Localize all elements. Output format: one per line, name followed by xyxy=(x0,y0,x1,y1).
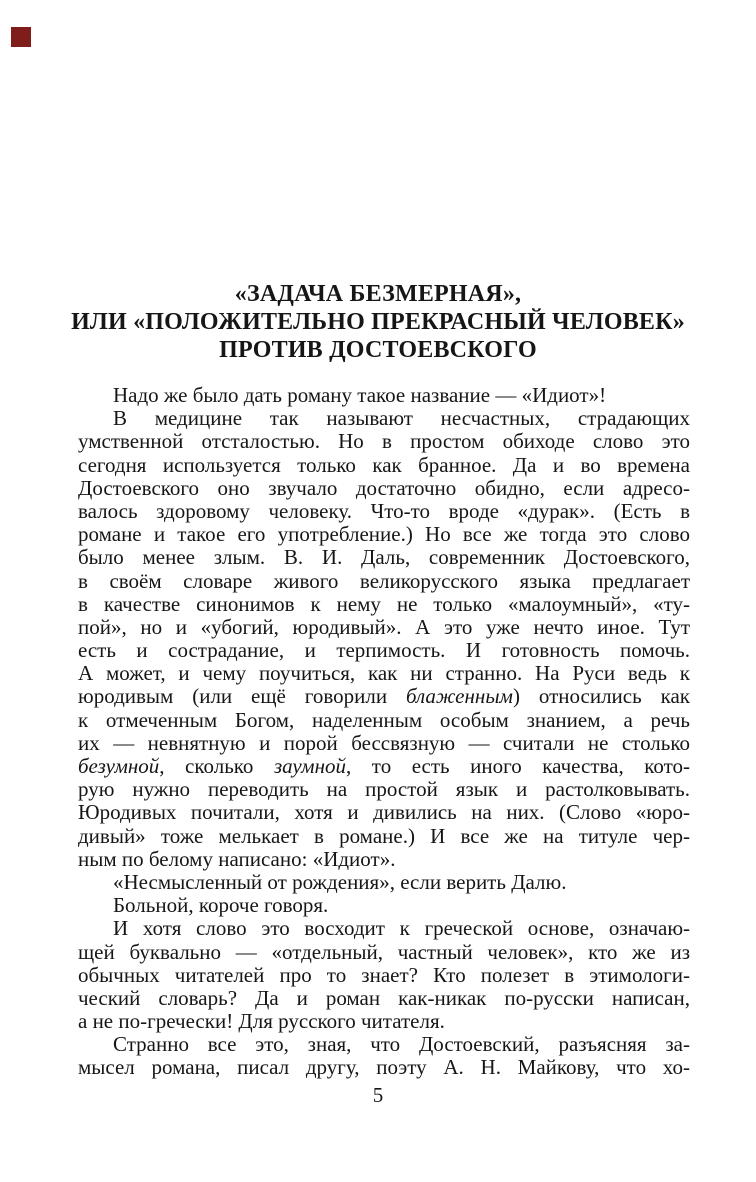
body-text-segment: умственной отсталостью. Но в простом обиходе слово это xyxy=(78,429,690,454)
body-text-segment: ным по белому написано: «Идиот». xyxy=(78,846,396,871)
page-number: 5 xyxy=(372,1083,384,1107)
body-line xyxy=(78,894,690,917)
body-text-segment: ) относились как xyxy=(512,684,690,709)
body-line xyxy=(78,685,690,708)
body-text-italic-segment: безумной xyxy=(78,754,160,778)
body-text-italic-segment: блаженным xyxy=(405,684,513,709)
body-text-segment: а не по-гречески! Для русского читателя. xyxy=(78,1009,445,1034)
body-text xyxy=(78,384,690,1080)
body-text-segment: есть и сострадание, и терпимость. И готовность помочь. xyxy=(78,638,690,663)
body-text-segment: А может, и чему поучиться, как ни странно. На Руси ведь к xyxy=(78,661,690,686)
body-text-segment: , то есть иного качества, кото- xyxy=(346,754,691,778)
chapter-title xyxy=(0,280,756,364)
body-line xyxy=(78,1010,690,1033)
chapter-title-line-1: «ЗАДАЧА БЕЗМЕРНАЯ», xyxy=(234,281,522,307)
body-line xyxy=(78,1056,690,1079)
body-line xyxy=(78,825,690,848)
body-line xyxy=(78,871,690,894)
body-text-segment: Больной, короче говоря. xyxy=(113,893,329,918)
body-line xyxy=(78,987,690,1010)
body-text-segment: , сколько xyxy=(159,754,274,778)
body-text-segment: обычных читателей про то знает? Кто полезет в этимологи- xyxy=(78,962,690,987)
body-text-segment: их — невнятную и порой бессвязную — считали не столько xyxy=(78,730,690,755)
body-text-segment: И хотя слово это восходит к греческой основе, означаю- xyxy=(113,916,690,941)
body-text-segment: пой», но и «убогий, юродивый». А это уже нечто иное. Тут xyxy=(78,614,690,639)
body-text-italic-segment: заумной xyxy=(273,754,347,778)
body-line xyxy=(78,477,690,500)
body-line xyxy=(78,778,690,801)
body-line xyxy=(78,616,690,639)
body-text-segment: ческий словарь? Да и роман как-никак по-русски написан, xyxy=(78,985,690,1010)
body-line xyxy=(78,801,690,824)
body-line xyxy=(78,662,690,685)
body-text-segment: романе и такое его употребление.) Но все же тогда это слово xyxy=(78,522,690,547)
body-line xyxy=(78,546,690,569)
body-text-segment: Юродивых почитали, хотя и дивились на них. (Слово «юро- xyxy=(78,800,690,825)
body-text-segment: в качестве синонимов к нему не только «малоумный», «ту- xyxy=(78,591,690,616)
body-text-segment: Надо же было дать роману такое название — «Идиот»! xyxy=(113,383,607,407)
chapter-title-line-3: ПРОТИВ ДОСТОЕВСКОГО xyxy=(219,337,537,363)
body-line xyxy=(78,755,690,778)
body-text-segment: щей буквально — «отдельный, частный человек», кто же из xyxy=(78,939,690,964)
body-line xyxy=(78,709,690,732)
body-line xyxy=(78,941,690,964)
body-text-segment: Странно все это, зная, что Достоевский, разъясняя за- xyxy=(113,1032,690,1057)
body-line xyxy=(78,384,690,407)
body-text-segment: рую нужно переводить на простой язык и растолковывать. xyxy=(78,777,690,802)
chapter-title-line-2: ИЛИ «ПОЛОЖИТЕЛЬНО ПРЕКРАСНЫЙ ЧЕЛОВЕК» xyxy=(71,309,685,335)
body-line xyxy=(78,407,690,430)
body-line xyxy=(78,500,690,523)
body-line xyxy=(78,523,690,546)
body-text-segment: сегодня используется только как бранное. Да и во времена xyxy=(78,452,690,477)
body-line xyxy=(78,1033,690,1056)
body-line xyxy=(78,570,690,593)
body-line xyxy=(78,848,690,871)
body-text-segment: мысел романа, писал другу, поэту А. Н. Майкову, что хо- xyxy=(78,1055,690,1080)
body-line xyxy=(78,593,690,616)
body-text-segment: дивый» тоже мелькает в романе.) И все же на титуле чер- xyxy=(78,823,690,848)
body-line xyxy=(78,430,690,453)
body-text-segment: валось здоровому человеку. Что-то вроде «дурак». (Есть в xyxy=(78,498,690,523)
body-text-segment: «Несмысленный от рождения», если верить Далю. xyxy=(113,869,567,894)
body-text-segment: в своём словаре живого великорусского языка предлагает xyxy=(78,568,690,593)
body-line xyxy=(78,964,690,987)
body-line xyxy=(78,639,690,662)
red-marker-square xyxy=(11,27,31,47)
body-line xyxy=(78,732,690,755)
body-line xyxy=(78,454,690,477)
body-text-segment: юродивым (или ещё говорили xyxy=(78,684,406,709)
body-text-segment: было менее злым. В. И. Даль, современник Достоевского, xyxy=(78,545,690,570)
body-line xyxy=(78,917,690,940)
body-text-segment: В медицине так называют несчастных, страдающих xyxy=(113,406,690,431)
body-text-segment: к отмеченным Богом, наделенным особым знанием, а речь xyxy=(78,707,690,732)
body-text-segment: Достоевского оно звучало достаточно обидно, если адресо- xyxy=(78,475,690,500)
